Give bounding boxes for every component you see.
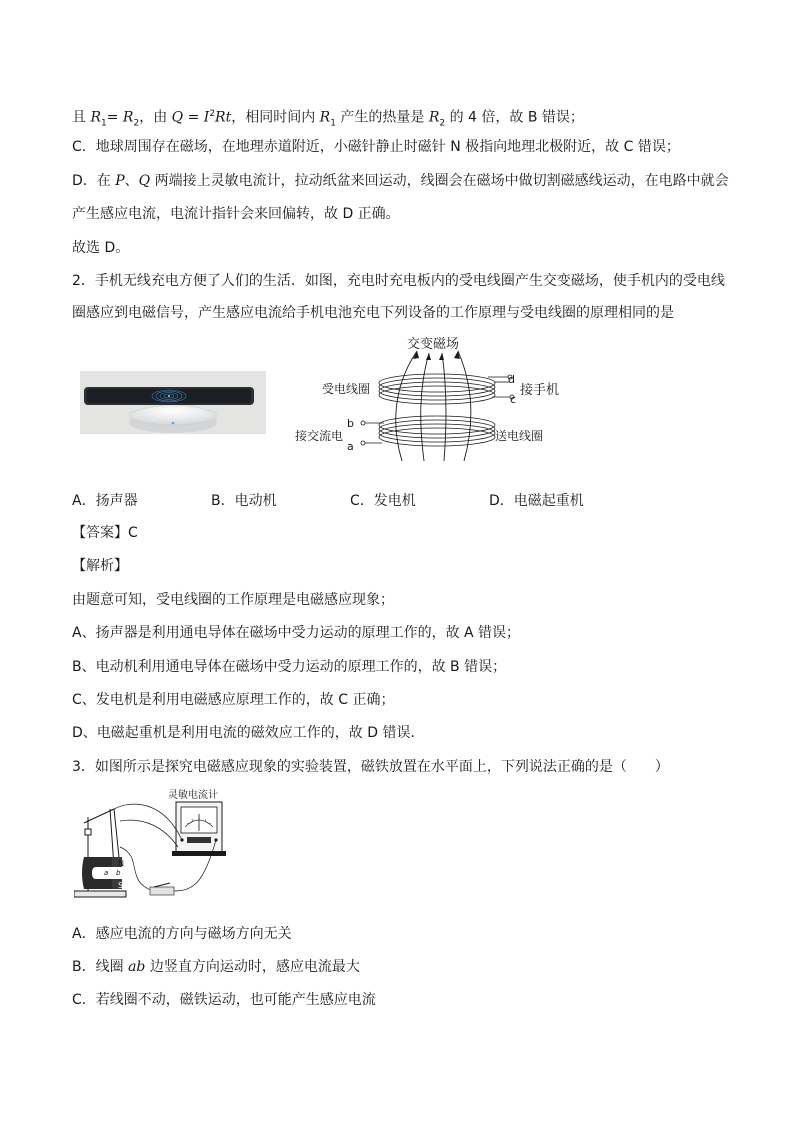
send-coil-label: 送电线圈 — [495, 429, 544, 443]
q2-analysis-title: 【解析】 — [72, 558, 128, 574]
magnetic-field-label: 交变磁场 — [407, 337, 460, 352]
q2-answer: 【答案】C — [72, 525, 138, 541]
q2-analysis-line: C、发电机是利用电磁感应原理工作的，故 C 正确； — [72, 692, 395, 708]
q2-option-a: A．扬声器 — [72, 493, 138, 509]
question-2-line-2: 圈感应到电磁信号，产生感应电流给手机电池充电下列设备的工作原理与受电线圈的原理相同的是 — [72, 305, 674, 321]
magnet-north: N — [118, 859, 124, 868]
q2-option-b: B．电动机 — [211, 493, 277, 509]
coil-point-a: a — [104, 869, 109, 877]
terminal-b: b — [347, 417, 354, 430]
to-ac-label: 接交流电 — [295, 429, 344, 443]
phone-charger-photo — [80, 371, 266, 434]
magnet-south: S — [118, 881, 124, 890]
q3-option-b: B．线圈 ab 边竖直方向运动时，感应电流最大 — [72, 959, 360, 975]
question-3-stem: 3．如图所示是探究电磁感应现象的实验装置，磁铁放置在水平面上，下列说法正确的是（ ） — [72, 759, 669, 775]
q3-option-c: C．若线圈不动，磁铁运动，也可能产生感应电流 — [72, 992, 376, 1008]
q2-analysis-line: 由题意可知，受电线圈的工作原理是电磁感应现象； — [72, 592, 394, 608]
q2-analysis-line: A、扬声器是利用通电导体在磁场中受力运动的原理工作的，故 A 错误； — [72, 625, 521, 641]
var-i: I — [203, 109, 210, 126]
induction-experiment-svg — [74, 787, 264, 907]
coil-diagram-svg — [292, 333, 582, 468]
terminal-c: c — [510, 393, 517, 406]
receive-coil-label: 受电线圈 — [322, 382, 371, 396]
text-line-4: 产生感应电流，电流计指针会来回偏转，故 D 正确。 — [72, 206, 400, 222]
var-r1: R — [90, 109, 101, 126]
q2-option-c: C．发电机 — [350, 493, 416, 509]
switch-icon — [150, 883, 174, 895]
galvanometer-label: 灵敏电流计 — [168, 790, 218, 801]
text-line-1: 且 $R_1= R_2$，由 $Q = I^2Rt$，相同时间内 $R_1$ 产生的热量是 $R_2$ 的 4 倍，故 B 错误； — [72, 109, 584, 129]
q2-analysis-line: D、电磁起重机是利用电流的磁效应工作的，故 D 错误． — [72, 725, 425, 741]
terminal-d: d — [508, 373, 515, 386]
phone-charger-illustration — [80, 371, 266, 434]
terminal-a: a — [347, 440, 354, 453]
to-phone-label: 接手机 — [520, 383, 560, 398]
q2-option-d: D．电磁起重机 — [489, 493, 584, 509]
coil-point-b: b — [116, 869, 121, 877]
var-q: Q — [171, 109, 184, 126]
var-rt: Rt — [215, 109, 232, 126]
text-line-3: D．在 P、Q 两端接上灵敏电流计，拉动纸盆来回运动，线圈会在磁场中做切割磁感线运动，在电路中就会 — [72, 173, 729, 189]
var-r2: R — [122, 109, 134, 126]
galvanometer-icon — [172, 802, 226, 856]
text-line-5: 故选 D。 — [72, 240, 130, 256]
coil-diagram — [292, 333, 582, 468]
q2-analysis-line: B、电动机利用通电导体在磁场中受力运动的原理工作的，故 B 错误； — [72, 659, 507, 675]
induction-experiment-figure — [74, 787, 264, 907]
question-2-line-1: 2．手机无线充电方便了人们的生活．如图，充电时充电板内的受电线圈产生交变磁场，使手机内的受电线 — [72, 273, 725, 289]
q3-option-a: A．感应电流的方向与磁场方向无关 — [72, 926, 292, 942]
text-line-2: C．地球周围存在磁场，在地理赤道附近，小磁针静止时磁针 N 极指向地理北极附近，故 C 错误； — [72, 139, 680, 155]
